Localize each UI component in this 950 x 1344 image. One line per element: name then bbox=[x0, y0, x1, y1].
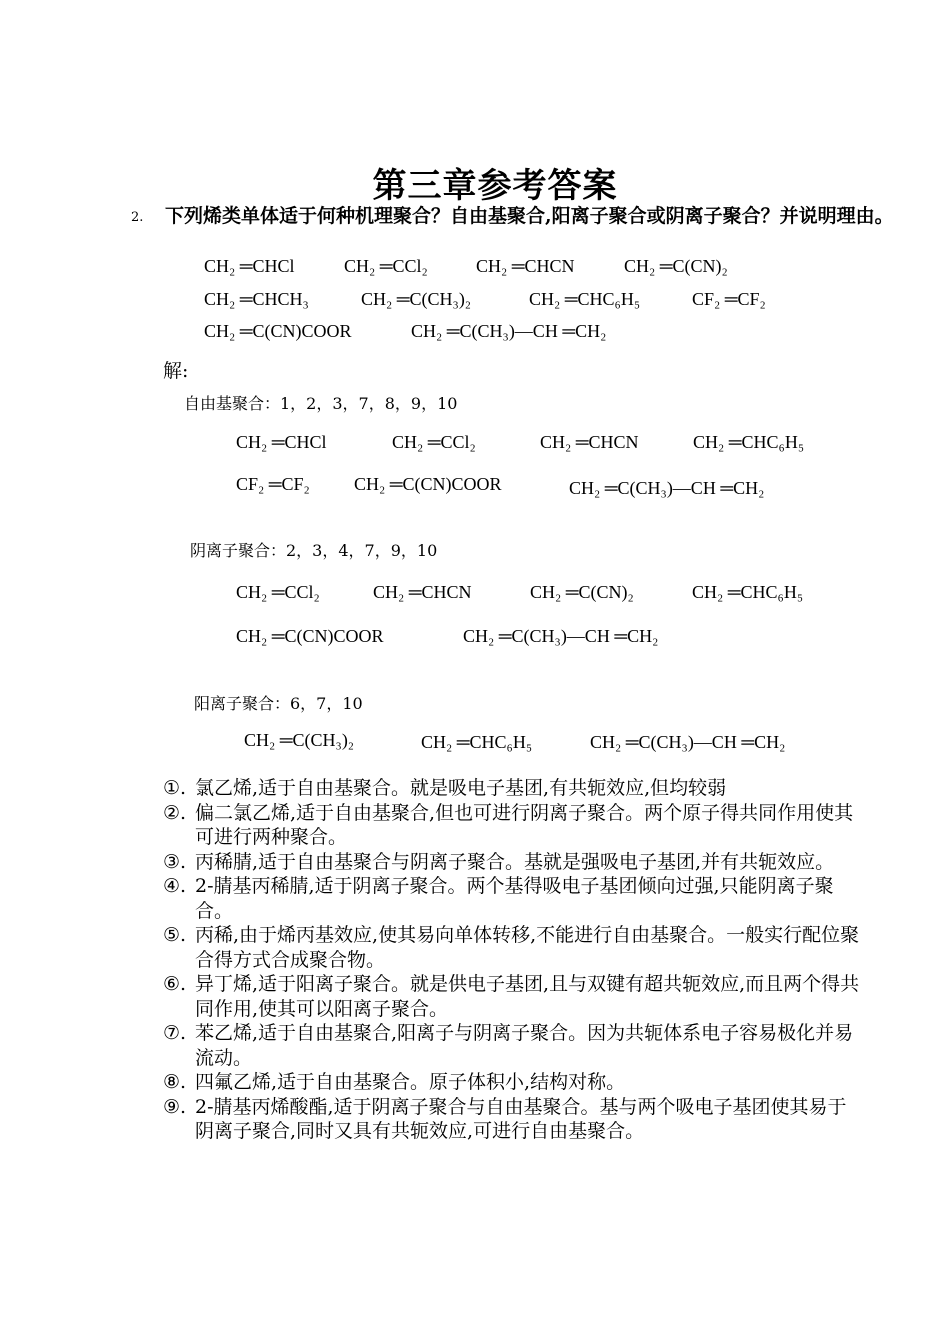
monomer-formula: CH₂ ═CHC₆H₅ bbox=[421, 732, 533, 752]
radical-formulas bbox=[236, 428, 836, 508]
anionic-formulas bbox=[236, 578, 836, 658]
solution-label: 解: bbox=[163, 360, 189, 382]
answer-number: ①. bbox=[163, 777, 187, 799]
monomer-formula: CH₂ ═C(CN)COOR bbox=[236, 626, 384, 646]
monomer-formula: CH₂ ═C(CH₃)—CH ═CH₂ bbox=[590, 732, 786, 752]
answer-number: ⑦. bbox=[163, 1022, 187, 1044]
monomer-formula: CH₂ ═CCl₂ bbox=[236, 582, 320, 602]
answer-item bbox=[163, 874, 863, 923]
answer-number: ③. bbox=[163, 850, 187, 873]
answer-text: 氯乙烯,适于自由基聚合。就是吸电子基团,有共轭效应,但均较弱 bbox=[195, 777, 727, 799]
answer-text: 苯乙烯,适于自由基聚合,阳离子与阴离子聚合。因为共轭体系电子容易极化并易流动。 bbox=[195, 1022, 854, 1069]
radical-category-label: 自由基聚合：1，2，3，7，8，9，10 bbox=[184, 394, 458, 413]
answer-item bbox=[163, 1021, 863, 1070]
monomer-formula: CH₂ ═CHCl bbox=[236, 432, 327, 452]
answer-text: 异丁烯,适于阳离子聚合。就是供电子基团,且与双键有超共轭效应,而且两个得共同作用,使其可以阳离子聚合。 bbox=[195, 973, 860, 1020]
monomer-formula: CH₂ ═CHC₆H₅ bbox=[529, 289, 641, 309]
monomer-formula: CH₂ ═C(CN)₂ bbox=[624, 256, 728, 276]
answer-list bbox=[163, 776, 863, 1144]
answer-item bbox=[163, 1095, 863, 1144]
monomer-formula: CH₂ ═CCl₂ bbox=[344, 256, 428, 276]
monomer-formula: CH₂ ═CCl₂ bbox=[392, 432, 476, 452]
monomer-formula: CH₂ ═C(CH₃)₂ bbox=[361, 289, 472, 309]
answer-text: 四氟乙烯,适于自由基聚合。原子体积小,结构对称。 bbox=[195, 1071, 626, 1093]
answer-item bbox=[163, 801, 863, 850]
monomer-formula: CH₂ ═CHCN bbox=[373, 582, 472, 602]
answer-text: 2-腈基丙烯酸酯,适于阴离子聚合与自由基聚合。基与两个吸电子基团使其易于阴离子聚合,同时又具有共轭效应,可进行自由基聚合。 bbox=[195, 1095, 847, 1142]
answer-text: 偏二氯乙烯,适于自由基聚合,但也可进行阴离子聚合。两个原子得共同作用使其可进行两种聚合。 bbox=[195, 801, 854, 848]
answer-item bbox=[163, 1070, 863, 1095]
monomer-formula: CH₂ ═C(CH₃)—CH ═CH₂ bbox=[411, 321, 607, 341]
monomer-formula: CF₂ ═CF₂ bbox=[692, 289, 766, 309]
answer-number: ⑤. bbox=[163, 924, 187, 946]
answer-text: 丙稀腈,适于自由基聚合与阴离子聚合。基就是强吸电子基团,并有共轭效应。 bbox=[195, 850, 835, 873]
answer-text: 丙稀,由于烯丙基效应,使其易向单体转移,不能进行自由基聚合。一般实行配位聚合得方式合成聚合物。 bbox=[195, 924, 860, 971]
monomer-formula: CH₂ ═CHC₆H₅ bbox=[692, 582, 804, 602]
anionic-category-label: 阴离子聚合：2，3，4，7，9，10 bbox=[190, 541, 438, 560]
answer-item bbox=[163, 923, 863, 972]
monomer-formula: CH₂ ═C(CN)COOR bbox=[354, 474, 502, 494]
monomer-formula: CH₂ ═CHCl bbox=[204, 256, 295, 276]
answer-text: 2-腈基丙稀腈,适于阴离子聚合。两个基得吸电子基团倾向过强,只能阴离子聚合。 bbox=[195, 875, 834, 922]
answer-number: ⑥. bbox=[163, 973, 187, 995]
page-title: 第三章参考答案 bbox=[372, 166, 618, 206]
cationic-category-label: 阳离子聚合：6，7，10 bbox=[194, 694, 363, 713]
monomer-formula: CH₂ ═C(CH₃)₂ bbox=[244, 730, 355, 750]
answer-item bbox=[163, 850, 863, 875]
monomer-formula: CH₂ ═CHCN bbox=[540, 432, 639, 452]
monomer-list bbox=[204, 252, 789, 344]
monomer-formula: CH₂ ═C(CN)₂ bbox=[530, 582, 634, 602]
answer-number: ⑨. bbox=[163, 1095, 187, 1118]
answer-number: ④. bbox=[163, 875, 187, 897]
monomer-formula: CH₂ ═CHCN bbox=[476, 256, 575, 276]
answer-item bbox=[163, 776, 863, 801]
monomer-formula: CH₂ ═C(CH₃)—CH ═CH₂ bbox=[463, 626, 659, 646]
answer-item bbox=[163, 972, 863, 1021]
monomer-formula: CH₂ ═CHCH₃ bbox=[204, 289, 309, 309]
cationic-formulas bbox=[244, 728, 834, 762]
monomer-formula: CH₂ ═C(CN)COOR bbox=[204, 321, 352, 341]
answer-number: ⑧. bbox=[163, 1071, 187, 1093]
monomer-formula: CH₂ ═CHC₆H₅ bbox=[693, 432, 805, 452]
monomer-formula: CF₂ ═CF₂ bbox=[236, 474, 310, 494]
question-text: 下列烯类单体适于何种机理聚合？自由基聚合,阳离子聚合或阴离子聚合？并说明理由。 bbox=[165, 205, 894, 227]
question-number: 2. bbox=[131, 210, 144, 225]
monomer-formula: CH₂ ═C(CH₃)—CH ═CH₂ bbox=[569, 478, 765, 498]
answer-number: ②. bbox=[163, 801, 187, 824]
